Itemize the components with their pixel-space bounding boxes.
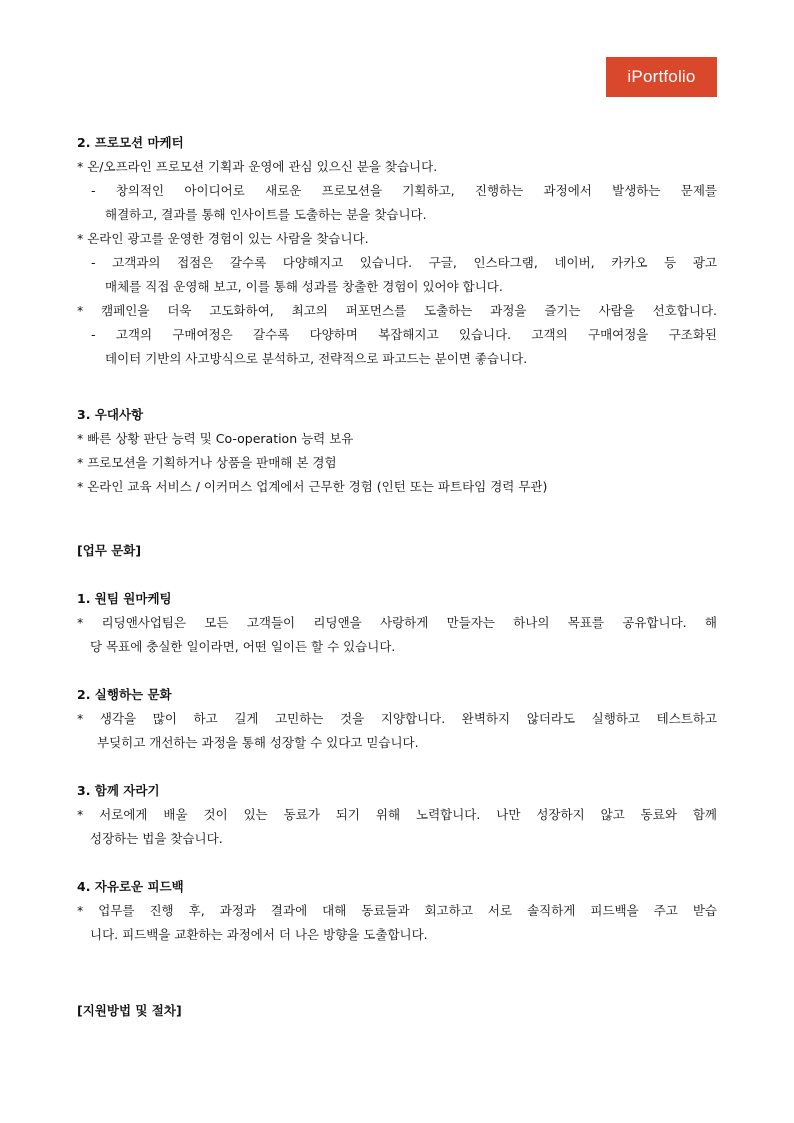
document-body	[77, 131, 717, 1023]
section-preferred-title: 3. 우대사항	[77, 407, 144, 422]
bullet-text: * 온라인 광고를 운영한 경험이 있는 사람을 찾습니다.	[77, 231, 369, 246]
culture-item-title: 4. 자유로운 피드백	[77, 879, 184, 894]
sub-bullet-text: - 창의적인 아이디어로 새로운 프로모션을 기획하고, 진행하는 과정에서 발생하는 문제를	[91, 183, 717, 198]
bullet-text: * 캠페인을 더욱 고도화하여, 최고의 퍼포먼스를 도출하는 과정을 즐기는 사람을 선호합니다.	[77, 303, 717, 318]
sub-bullet-continuation: 데이터 기반의 사고방식으로 분석하고, 전략적으로 파고드는 분이면 좋습니다.	[105, 351, 528, 366]
section-promotion-marketer-title: 2. 프로모션 마케터	[77, 135, 184, 150]
bullet-text: * 생각을 많이 하고 길게 고민하는 것을 지양합니다. 완벽하지 않더라도 실행하고 테스트하고	[77, 711, 717, 726]
culture-item-title: 2. 실행하는 문화	[77, 687, 172, 702]
bullet-text: * 업무를 진행 후, 과정과 결과에 대해 동료들과 회고하고 서로 솔직하게 피드백을 주고 받습	[77, 903, 717, 918]
iportfolio-logo: iPortfolio	[606, 57, 717, 97]
bullet-continuation: 당 목표에 충실한 일이라면, 어떤 일이든 할 수 있습니다.	[90, 639, 396, 654]
culture-item-title: 1. 원팀 원마케팅	[77, 591, 172, 606]
section-work-culture-title: [업무 문화]	[77, 543, 142, 558]
bullet-continuation: 부딪히고 개선하는 과정을 통해 성장할 수 있다고 믿습니다.	[97, 735, 419, 750]
sub-bullet-continuation: 매체를 직접 운영해 보고, 이를 통해 성과를 창출한 경험이 있어야 합니다.	[105, 279, 503, 294]
bullet-text: * 프로모션을 기획하거나 상품을 판매해 본 경험	[77, 455, 337, 470]
bullet-continuation: 성장하는 법을 찾습니다.	[90, 831, 223, 846]
bullet-text: * 빠른 상황 판단 능력 및 Co-operation 능력 보유	[77, 431, 354, 446]
bullet-continuation: 니다. 피드백을 교환하는 과정에서 더 나은 방향을 도출합니다.	[90, 927, 428, 942]
bullet-text: * 온라인 교육 서비스 / 이커머스 업계에서 근무한 경험 (인턴 또는 파트타임 경력 무관)	[77, 479, 548, 494]
culture-item-title: 3. 함께 자라기	[77, 783, 160, 798]
sub-bullet-continuation: 해결하고, 결과를 통해 인사이트를 도출하는 분을 찾습니다.	[105, 207, 427, 222]
bullet-text: * 리딩앤사업팀은 모든 고객들이 리딩앤을 사랑하게 만들자는 하나의 목표를 공유합니다. 해	[77, 615, 717, 630]
section-application-title: [지원방법 및 절차]	[77, 1003, 182, 1018]
bullet-text: * 서로에게 배울 것이 있는 동료가 되기 위해 노력합니다. 나만 성장하지 않고 동료와 함께	[77, 807, 717, 822]
sub-bullet-text: - 고객의 구매여정은 갈수록 다양하며 복잡해지고 있습니다. 고객의 구매여정을 구조화된	[91, 327, 717, 342]
sub-bullet-text: - 고객과의 접점은 갈수록 다양해지고 있습니다. 구글, 인스타그램, 네이버, 카카오 등 광고	[91, 255, 717, 270]
bullet-text: * 온/오프라인 프로모션 기획과 운영에 관심 있으신 분을 찾습니다.	[77, 159, 438, 174]
